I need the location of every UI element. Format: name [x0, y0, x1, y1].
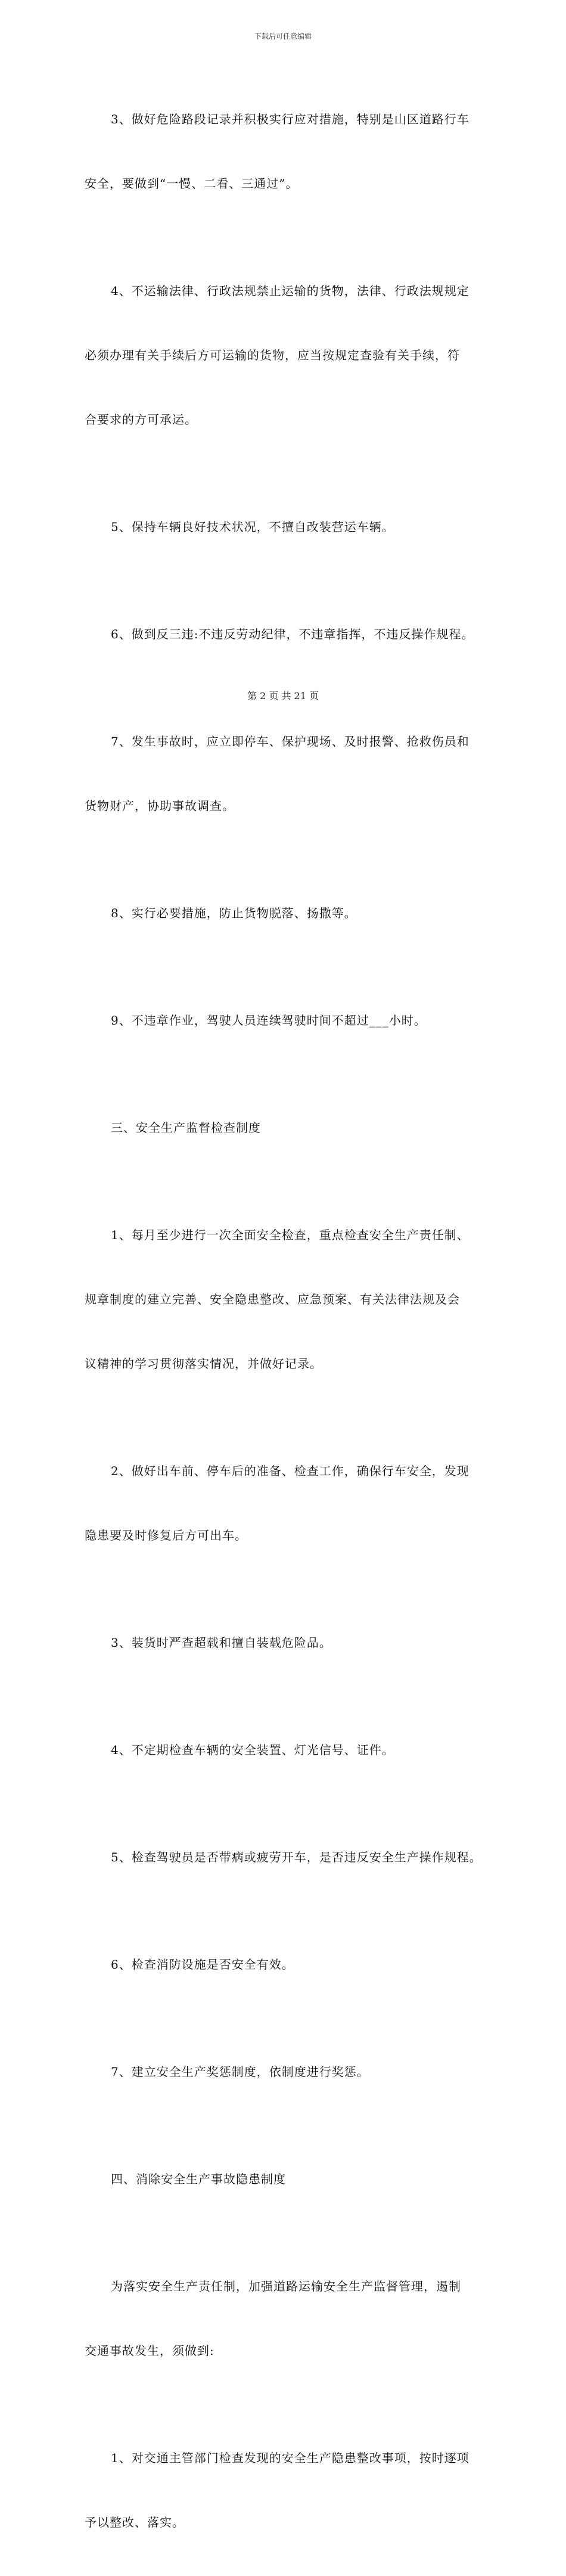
text-line: 1、每月至少进行一次全面安全检查，重点检查安全生产责任制、 [111, 1228, 469, 1242]
text-line: 合要求的方可承运。 [85, 412, 197, 427]
text-line: 规章制度的建立完善、安全隐患整改、应急预案、有关法律法规及会 [85, 1292, 460, 1306]
text-line: 4、不运输法律、行政法规禁止运输的货物，法律、行政法规规定 [111, 284, 469, 298]
text-line: 5、保持车辆良好技术状况，不擅自改装营运车辆。 [111, 520, 394, 534]
text-line: 议精神的学习贯彻落实情况，并做好记录。 [85, 1357, 322, 1371]
text-line: 7、建立安全生产奖惩制度，依制度进行奖惩。 [111, 2065, 369, 2079]
text-line: 3、装货时严查超载和擅自装载危险品。 [111, 1635, 332, 1650]
paragraph [85, 237, 490, 473]
text-line: 三、安全生产监督检查制度 [111, 1121, 261, 1135]
paragraph [85, 2404, 490, 2576]
paragraph [85, 967, 490, 1074]
paragraph [85, 859, 490, 967]
text-line: 予以整改、落实。 [85, 2515, 185, 2530]
paragraph [85, 2018, 490, 2125]
text-line: 5、检查驾驶员是否带病或疲劳开车，是否违反安全生产操作规程。 [111, 1850, 482, 1864]
paragraph [85, 688, 490, 859]
paragraph [85, 1181, 490, 1417]
text-line: 为落实安全生产责任制，加强道路运输安全生产监督管理，遏制 [111, 2279, 461, 2293]
text-line: 交通事故发生，须做到: [85, 2344, 214, 2358]
text-line: 6、检查消防设施是否安全有效。 [111, 1957, 294, 1972]
text-line: 安全，要做到“一慢、二看、三通过”。 [85, 176, 298, 191]
text-line: 6、做到反三违:不违反劳动纪律，不违章指挥，不违反操作规程。 [111, 627, 474, 641]
paragraph [85, 473, 490, 581]
paragraph [85, 1804, 490, 1911]
text-line: 3、做好危险路段记录并积极实行应对措施，特别是山区道路行车 [111, 112, 469, 126]
text-line: 四、消除安全生产事故隐患制度 [111, 2172, 286, 2186]
paragraph [85, 1417, 490, 1589]
text-line: 1、对交通主管部门检查发现的安全生产隐患整改事项，按时逐项 [111, 2451, 469, 2465]
section-heading [85, 2125, 490, 2233]
text-line: 隐患要及时修复后方可出车。 [85, 1528, 247, 1543]
paragraph [85, 1696, 490, 1804]
page-number: 第 2 页 共 21 页 [247, 690, 319, 702]
section-heading [85, 1074, 490, 1181]
text-line: 货物财产，协助事故调查。 [85, 799, 235, 813]
text-line: 8、实行必要措施，防止货物脱落、扬撒等。 [111, 906, 357, 920]
document-body [85, 66, 490, 2576]
paragraph [85, 581, 490, 688]
text-line: 9、不违章作业，驾驶人员连续驾驶时间不超过___小时。 [111, 1013, 427, 1028]
paragraph [85, 1911, 490, 2018]
text-line: 必须办理有关手续后方可运输的货物，应当按规定查验有关手续，符 [85, 348, 460, 362]
paragraph [85, 1589, 490, 1696]
text-line: 4、不定期检查车辆的安全装置、灯光信号、证件。 [111, 1743, 394, 1757]
text-line: 7、发生事故时，应立即停车、保护现场、及时报警、抢救伤员和 [111, 734, 469, 749]
text-line: 2、做好出车前、停车后的准备、检查工作，确保行车安全，发现 [111, 1464, 469, 1478]
paragraph [85, 2233, 490, 2404]
page-header-note: 下载后可任意编辑 [254, 32, 312, 41]
paragraph [85, 66, 490, 237]
